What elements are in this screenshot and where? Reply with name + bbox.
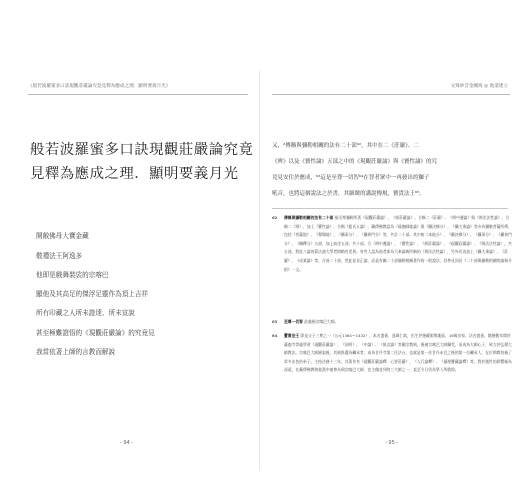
footnote — [272, 214, 512, 274]
footnote-number: 62 — [272, 215, 278, 220]
footnote — [272, 332, 512, 375]
gutter-shadow — [259, 70, 260, 470]
footnote-separator — [272, 208, 508, 209]
footnote — [272, 318, 512, 327]
right-page — [262, 0, 520, 500]
footnote-text: 指至尊彌勒所著《現觀莊嚴論》、《經莊嚴論》、合稱二《莊嚴》、《辨中邊論》與《辨法法性論》、合稱二《辨》，加上《寶性論》，合稱《慈氏五論》，藏傳佛教認為《瑜伽師地論》與《攝決擇分》、《攝大乘論》等亦為彌勒菩薩所傳，包括《菩薩地》、《聲聞地》、《攝事分》、《攝異門分》等，共計二十部。其中如《本地分》、《攝決擇分》、《攝事分》、《攝異門分》、《攝釋分》五部，加上前述五部，共十部，合《辨中邊論》、《寶性論》、《經莊嚴論》、《現觀莊嚴論》、《辨法法性論》，共五部，對此八論的算法諸大學者間略有差異。有些人認為前者即為大乘論典所稱的《辨法法性論》，另外若再加上《攝大乘論》、《莊嚴》、《成業論》等，合前二十部，然此並非正論，而是有關二十部彌勒相關著作的一般說法，詳參見同頁《二十部與彌勒相關的論典介紹》一文。 — [284, 215, 512, 272]
verse-line: 所有印藏之人所未證達、所未宣說 — [36, 309, 135, 317]
running-head-left: 《般若波羅蜜多口訣現觀莊嚴論究竟見釋為應成之理．顯明要義月光》 — [28, 84, 171, 89]
footnote-text: 此處指宗喀巴大師。 — [304, 319, 339, 324]
running-head-right: 文殊妙音金剛海 ◎ 地道建立 — [450, 84, 508, 89]
header-rule-left — [28, 94, 248, 95]
page-number-right: - 95 - — [385, 440, 399, 446]
verse-line: 他即是戲舞裝裟的宗喀巴 — [36, 271, 109, 279]
footnote-text: 即是父子三尊之一（公元1364～1432），本名盛賓．達瑪仁欽，出生於後藏娘堆地區，16歲出家，法名盛賓，隨後數年間於薩迦寺等處學習《現觀莊嚴論》、《因明》、《中論》、《俱舍論》等顯宗教典，後被宗喀巴大師攝受，而成為大師心子，致力於弘揚大師教法。宗喀巴大師圓寂後，其被推選為繼承者，成為甘丹寺第二任法台，也就是第一任甘丹赤巴之後的第一位繼承人，在位期間培養了眾多出色的弟子，主持法務十三年，其著作有《現觀莊嚴論釋．心要莊嚴》、《入行論釋》、《量理寶藏論釋》等，對於後世的影響極為深遠，在藏傳佛教格魯派中被尊為與宗喀巴大師、克主傑並列的三大師之一，直至今日仍為學人所敬仰。 — [284, 333, 512, 373]
footnote-number: 64 — [272, 333, 278, 338]
page-number-left: - 94 - — [120, 440, 134, 446]
chapter-title-line-2: 見釋為應成之理．顯明要義月光 — [30, 166, 239, 182]
body-text-line: 又，²傳稱與彌勒相關的法有二十部⁶²，其中在二《莊嚴》、二 — [272, 143, 419, 149]
header-rule-right — [272, 94, 510, 95]
footnote-number: 63 — [272, 319, 278, 324]
verse-line: 顯他及其高足的傑浮足靈作為頂上吉祥 — [36, 290, 149, 298]
verse-line: 敬禮法王阿逸多 — [36, 252, 83, 260]
verse-line: 開敞佛母大寶金藏 — [36, 232, 89, 240]
footnote-heading: 寶貴法王 — [284, 333, 300, 338]
chapter-title-line-1: 般若波羅蜜多口訣現觀莊嚴論究竟 — [30, 142, 254, 158]
verse-line: 我當依著上師的言教而解說 — [36, 348, 116, 356]
left-page — [0, 0, 258, 500]
footnote-heading: 至尊一切智 — [284, 319, 303, 324]
body-text-line: 竟見安住於應成，⁶³這是至尊一切智⁶⁴在智者眾中一再發出的獅子 — [272, 175, 430, 181]
verse-line: 甚至極難證悟的《現觀莊嚴論》的究竟見 — [36, 329, 155, 337]
body-text-line: 《辨》以及《寶性論》五部之中的《現觀莊嚴論》與《寶性論》的究 — [272, 159, 438, 165]
footnote-heading: 傳稱與彌勒相關的法有二十部 — [284, 215, 334, 220]
body-text-line: 吼音，也將這個說法之於書，其細緻的講說傳規，寶貴法王⁶⁵。 — [272, 191, 425, 197]
